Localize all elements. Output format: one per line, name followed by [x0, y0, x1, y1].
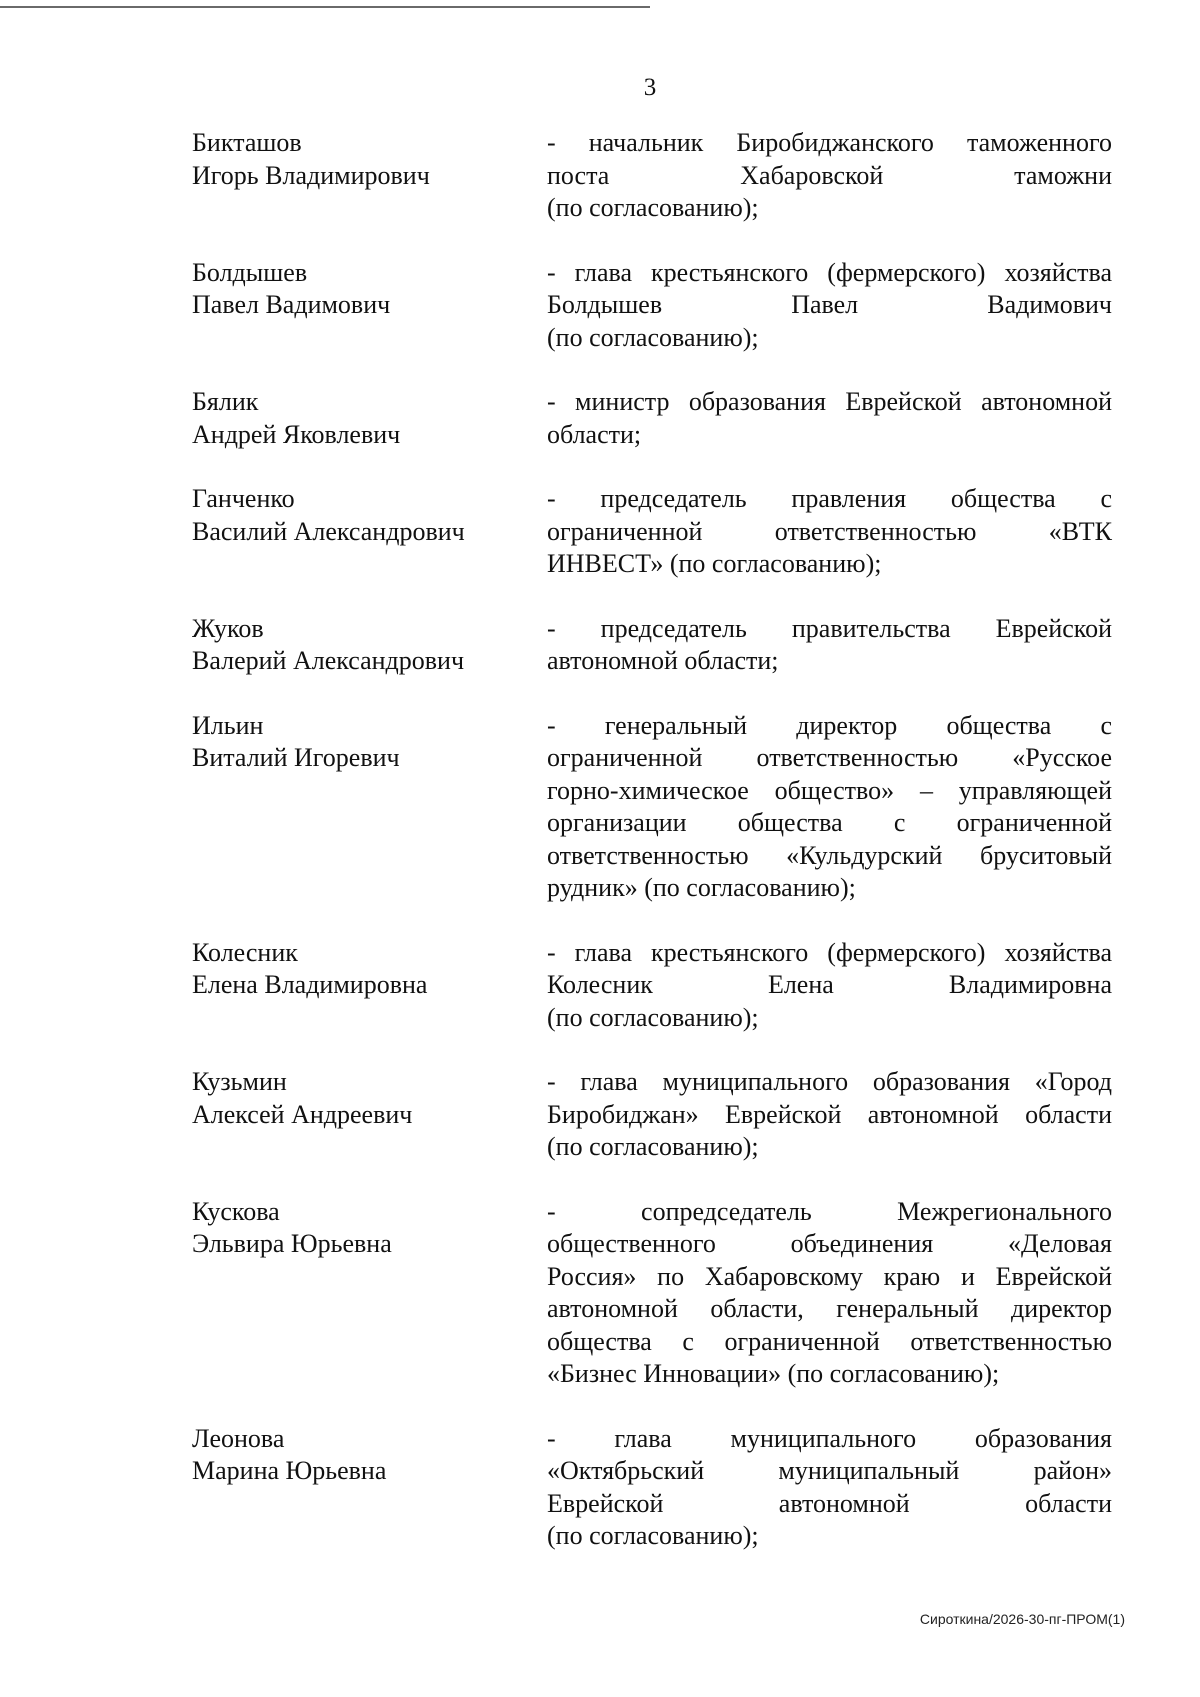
role-line: - сопредседатель Межрегионального: [547, 1196, 1112, 1226]
role-line: - генеральный директор общества с: [547, 710, 1112, 740]
role-line: рудник» (по согласованию);: [547, 873, 856, 902]
member-given-names: Виталий Игоревич: [192, 743, 400, 772]
role-line: - министр образования Еврейской автономной: [547, 387, 1112, 416]
member-given-names: Игорь Владимирович: [192, 160, 430, 190]
role-line: - председатель правления общества с: [547, 484, 1112, 513]
member-surname: Леонова: [192, 1423, 285, 1453]
role-line: (по согласованию);: [547, 322, 759, 352]
member-given-names: Павел Вадимович: [192, 290, 391, 319]
member-role: [547, 613, 1112, 678]
member-name: [192, 1196, 547, 1391]
role-line: автономной области;: [547, 646, 779, 675]
member-surname: Кускова: [192, 1196, 280, 1226]
member-surname: Бикташов: [192, 128, 302, 157]
scan-edge-line: [0, 6, 650, 8]
list-item: [192, 127, 1112, 225]
list-item: [192, 257, 1112, 355]
role-line: (по согласованию);: [547, 193, 759, 222]
page-number: 3: [643, 74, 657, 101]
member-surname: Жуков: [192, 613, 264, 643]
member-name: [192, 257, 547, 355]
role-line: - глава муниципального образования «Город: [547, 1067, 1112, 1096]
role-line: ограниченной ответственностью «Русское: [547, 743, 1112, 772]
member-role: [547, 937, 1112, 1035]
role-line: «Бизнес Инновации» (по согласованию);: [547, 1359, 1000, 1388]
role-line: - председатель правительства Еврейской: [547, 613, 1112, 643]
role-line: (по согласованию);: [547, 1132, 759, 1161]
role-line: - глава муниципального образования: [547, 1423, 1112, 1453]
list-item: [192, 1196, 1112, 1391]
role-line: (по согласованию);: [547, 1002, 759, 1032]
member-surname: Ганченко: [192, 484, 295, 513]
member-surname: Болдышев: [192, 257, 308, 287]
role-line: Болдышев Павел Вадимович: [547, 290, 1112, 319]
role-line: «Октябрьский муниципальный район»: [547, 1456, 1112, 1485]
role-line: организации общества с ограниченной: [547, 808, 1112, 837]
member-given-names: Елена Владимировна: [192, 970, 428, 999]
role-line: - начальник Биробиджанского таможенного: [547, 128, 1112, 157]
list-item: [192, 710, 1112, 905]
role-line: (по согласованию);: [547, 1521, 759, 1550]
role-line: общественного объединения «Деловая: [547, 1229, 1112, 1258]
member-role: [547, 257, 1112, 355]
member-role: [547, 1196, 1112, 1391]
member-given-names: Валерий Александрович: [192, 646, 465, 675]
role-line: Колесник Елена Владимировна: [547, 970, 1112, 999]
member-name: [192, 483, 547, 581]
role-line: области;: [547, 419, 642, 449]
role-line: Россия» по Хабаровскому краю и Еврейской: [547, 1261, 1112, 1291]
document-footer-code: Сироткина/2026-30-пг-ПРОМ(1): [919, 1611, 1125, 1627]
list-item: [192, 1423, 1112, 1553]
member-name: [192, 710, 547, 905]
member-role: [547, 127, 1112, 225]
role-line: ограниченной ответственностью «ВТК: [547, 516, 1112, 546]
member-role: [547, 1423, 1112, 1553]
list-item: [192, 937, 1112, 1035]
role-line: Еврейской автономной области: [547, 1488, 1112, 1518]
member-surname: Бялик: [192, 387, 259, 416]
role-line: поста Хабаровской таможни: [547, 160, 1112, 190]
member-name: [192, 1066, 547, 1164]
list-item: [192, 386, 1112, 451]
member-name: [192, 937, 547, 1035]
member-name: [192, 613, 547, 678]
member-given-names: Эльвира Юрьевна: [192, 1229, 392, 1258]
member-given-names: Василий Александрович: [192, 516, 465, 546]
member-surname: Ильин: [192, 710, 264, 740]
member-given-names: Марина Юрьевна: [192, 1456, 387, 1485]
role-line: автономной области, генеральный директор: [547, 1294, 1112, 1323]
members-list: [192, 127, 1112, 1585]
role-line: ИНВЕСТ» (по согласованию);: [547, 549, 882, 578]
list-item: [192, 613, 1112, 678]
member-given-names: Андрей Яковлевич: [192, 419, 401, 449]
list-item: [192, 1066, 1112, 1164]
member-role: [547, 386, 1112, 451]
role-line: общества с ограниченной ответственностью: [547, 1326, 1112, 1356]
list-item: [192, 483, 1112, 581]
member-name: [192, 127, 547, 225]
role-line: Биробиджан» Еврейской автономной области: [547, 1099, 1112, 1129]
member-name: [192, 386, 547, 451]
role-line: ответственностью «Кульдурский бруситовый: [547, 840, 1112, 870]
member-given-names: Алексей Андреевич: [192, 1099, 413, 1129]
member-role: [547, 710, 1112, 905]
role-line: - глава крестьянского (фермерского) хозяйства: [547, 257, 1112, 287]
member-name: [192, 1423, 547, 1553]
member-surname: Колесник: [192, 937, 298, 967]
role-line: - глава крестьянского (фермерского) хозяйства: [547, 937, 1112, 967]
member-surname: Кузьмин: [192, 1067, 287, 1096]
member-role: [547, 483, 1112, 581]
role-line: горно-химическое общество» – управляющей: [547, 775, 1112, 805]
member-role: [547, 1066, 1112, 1164]
